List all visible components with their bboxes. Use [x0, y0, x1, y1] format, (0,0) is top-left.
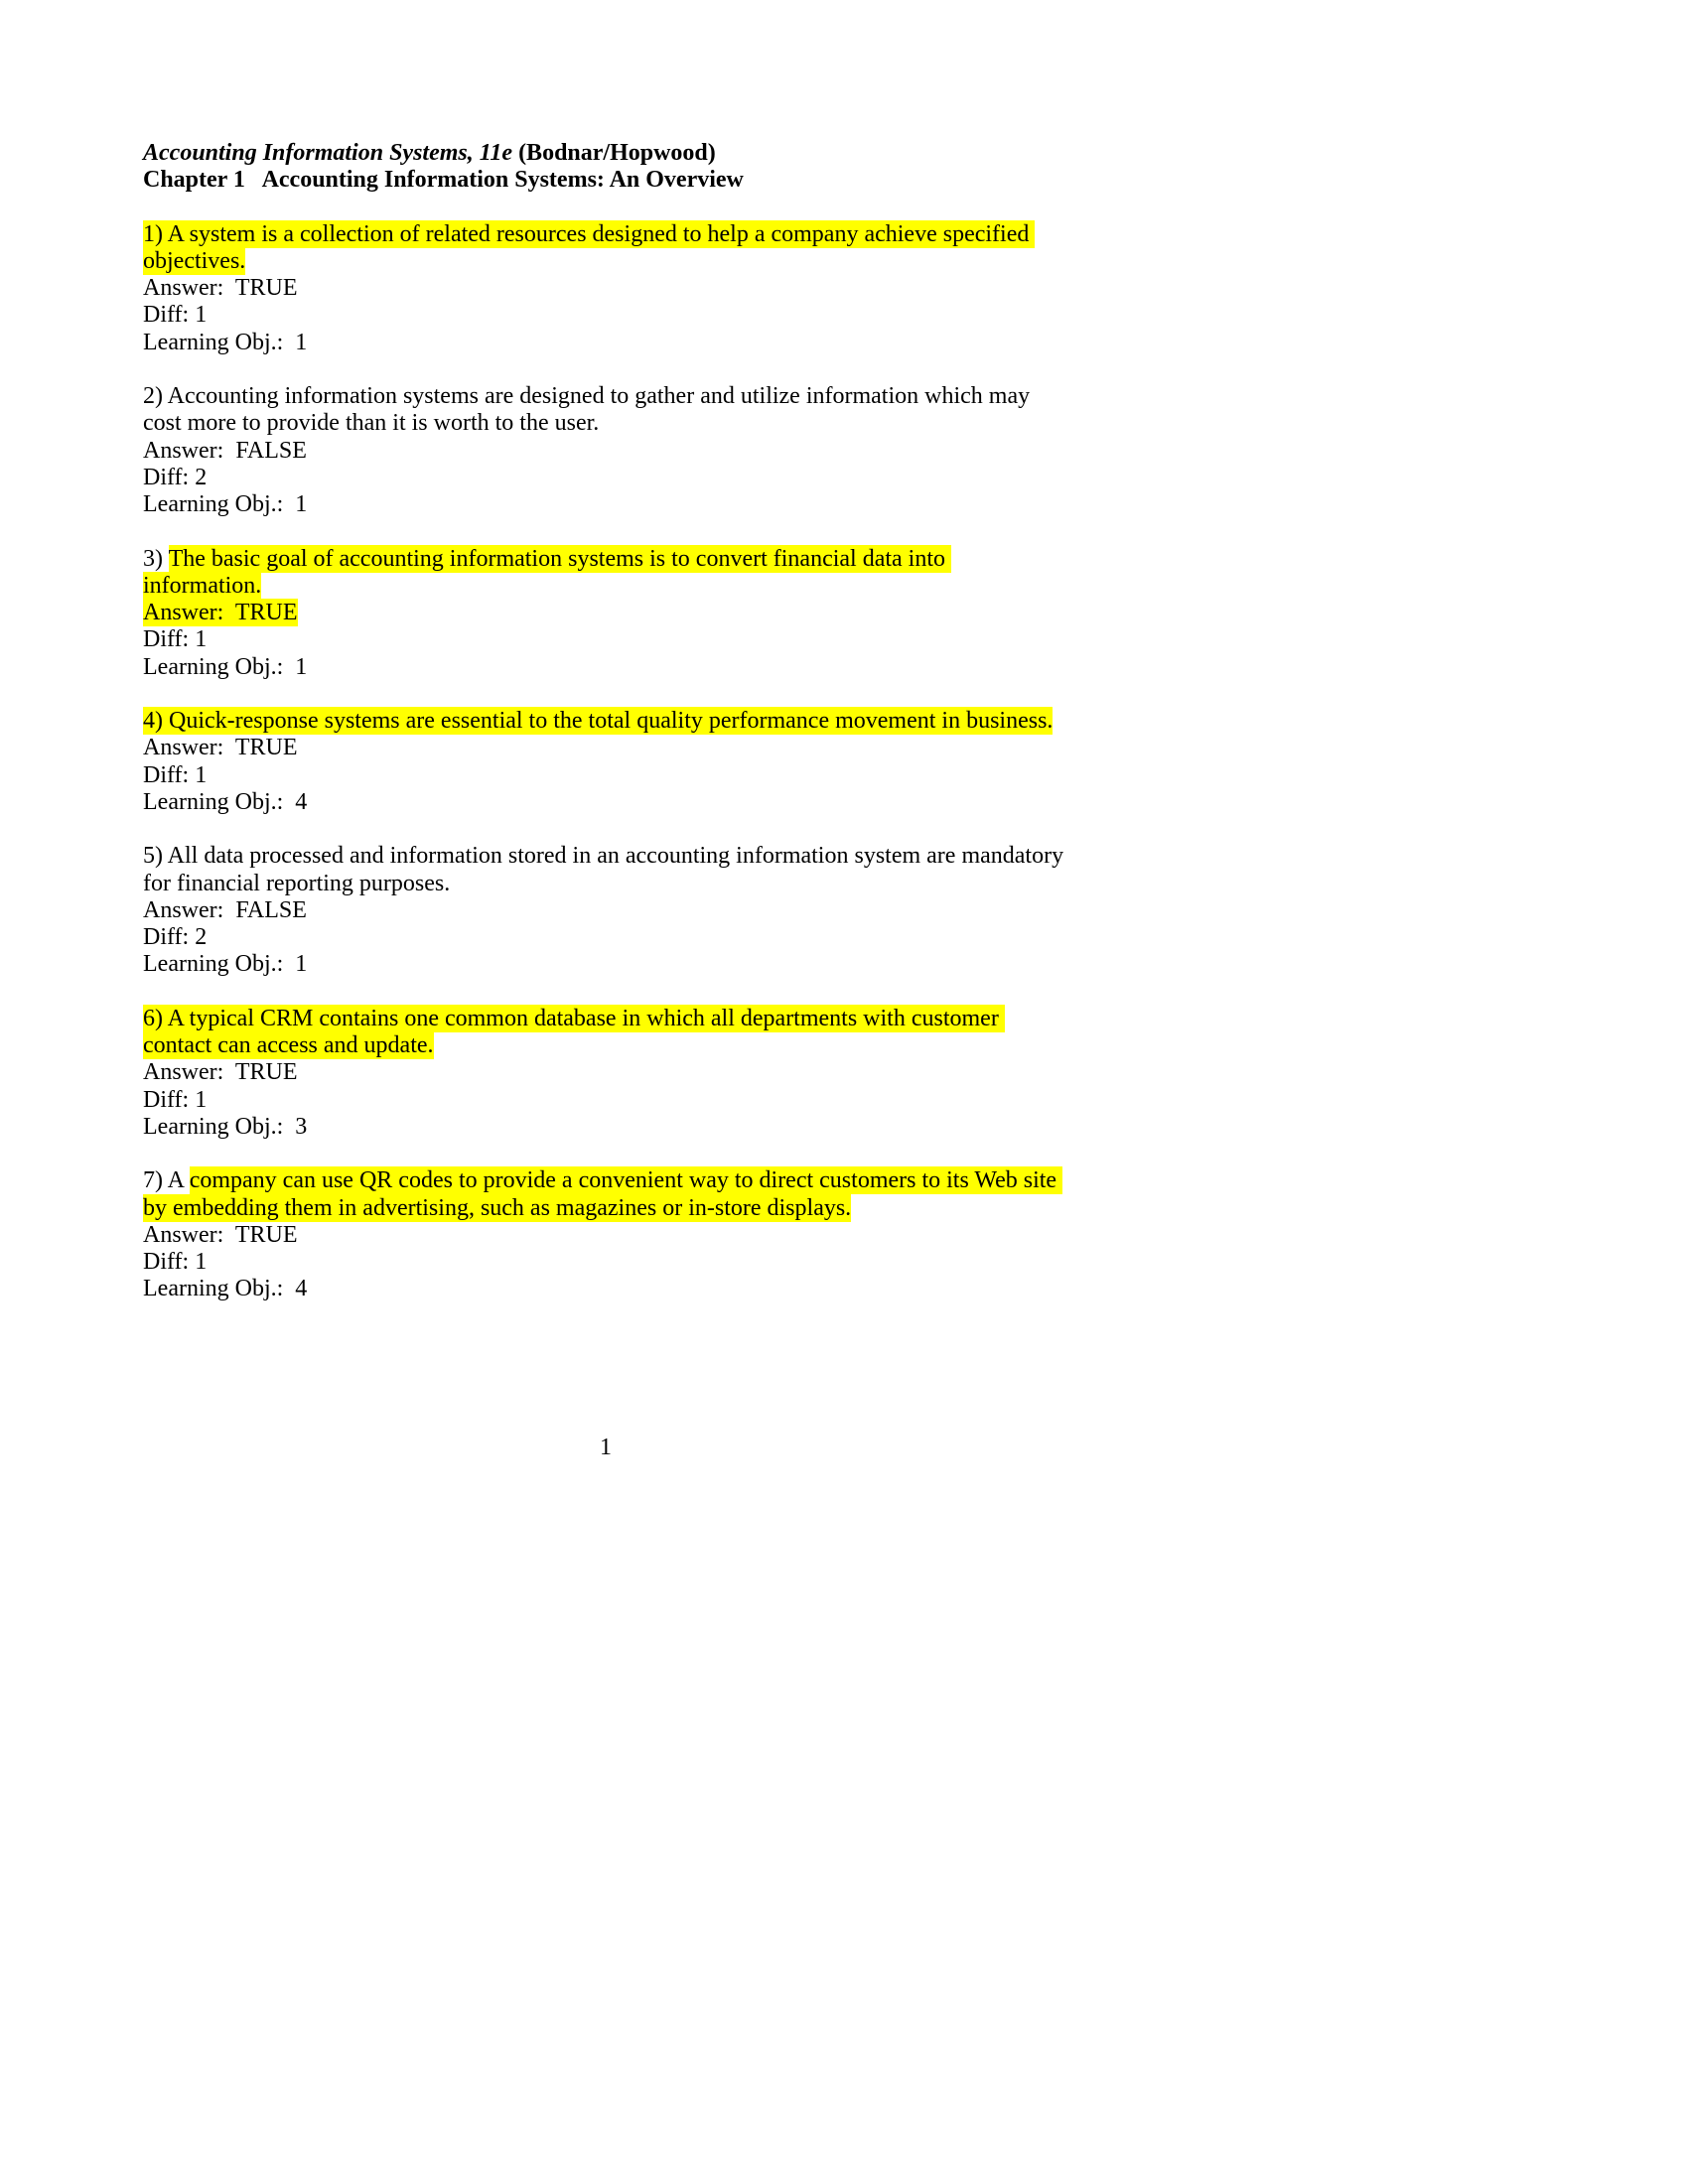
answer-line: Answer: TRUE [143, 1059, 298, 1086]
question-block-2 [143, 383, 1068, 518]
question-text-highlight: 6) A typical CRM contains one common database in which all departments with customer contact can access and update. [143, 1005, 1005, 1059]
question-text [143, 843, 1068, 897]
answer-line: Answer: TRUE [143, 735, 298, 761]
learning-obj-line: Learning Obj.: 1 [143, 329, 308, 355]
learning-obj-line: Learning Obj.: 1 [143, 951, 308, 978]
answer-line: Answer: TRUE [143, 1221, 298, 1248]
diff-line: Diff: 1 [143, 302, 208, 329]
learning-obj-line: Learning Obj.: 1 [143, 491, 308, 518]
answer-line: Answer: TRUE [143, 275, 298, 302]
question-text-plain: 5) All data processed and information stored in an accounting information system are mandatory for financial reporting purposes. [143, 843, 1070, 896]
question-block-3 [143, 546, 1068, 681]
question-block-6 [143, 1006, 1068, 1141]
book-title [143, 140, 1068, 167]
chapter-title: Chapter 1 Accounting Information Systems: An Overview [143, 167, 744, 194]
diff-line: Diff: 1 [143, 626, 208, 653]
question-text [143, 383, 1068, 438]
question-block-4 [143, 708, 1068, 816]
answer-line: Answer: FALSE [143, 896, 307, 923]
question-text [143, 221, 1068, 276]
book-title-italic: Accounting Information Systems, 11e [143, 140, 513, 166]
question-block-7 [143, 1167, 1068, 1302]
learning-obj-line: Learning Obj.: 4 [143, 788, 308, 815]
answer-line [143, 600, 1068, 626]
question-text [143, 708, 1068, 735]
question-text-plain: 7) A [143, 1167, 190, 1194]
question-text-highlight: 4) Quick-response systems are essential to the total quality performance movement in business. [143, 708, 1054, 735]
question-block-5 [143, 843, 1068, 978]
page-number: 1 [600, 1434, 612, 1460]
question-text [143, 1167, 1068, 1222]
book-authors: (Bodnar/Hopwood) [512, 140, 716, 166]
diff-line: Diff: 1 [143, 1249, 208, 1276]
answer-highlight: Answer: TRUE [143, 600, 298, 626]
learning-obj-line: Learning Obj.: 1 [143, 653, 308, 680]
question-block-1 [143, 221, 1068, 356]
question-text [143, 1006, 1068, 1060]
learning-obj-line: Learning Obj.: 3 [143, 1113, 308, 1140]
document-content [143, 140, 1068, 1330]
question-text [143, 546, 1068, 601]
answer-line: Answer: FALSE [143, 437, 307, 464]
question-text-highlight: company can use QR codes to provide a convenient way to direct customers to its Web site by embedding them in advertising, such as magazines or in-store displays. [143, 1167, 1063, 1221]
question-text-plain: 3) [143, 545, 169, 572]
question-text-plain: 2) Accounting information systems are designed to gather and utilize information which may cost more to provide than it is worth to the user. [143, 383, 1037, 437]
learning-obj-line: Learning Obj.: 4 [143, 1276, 308, 1302]
document-header [143, 140, 1068, 195]
diff-line: Diff: 1 [143, 761, 208, 788]
diff-line: Diff: 2 [143, 924, 208, 951]
question-text-highlight: The basic goal of accounting information systems is to convert financial data into information. [143, 545, 952, 599]
question-text-highlight: 1) A system is a collection of related resources designed to help a company achieve specified objectives. [143, 220, 1036, 274]
diff-line: Diff: 2 [143, 464, 208, 490]
diff-line: Diff: 1 [143, 1086, 208, 1113]
